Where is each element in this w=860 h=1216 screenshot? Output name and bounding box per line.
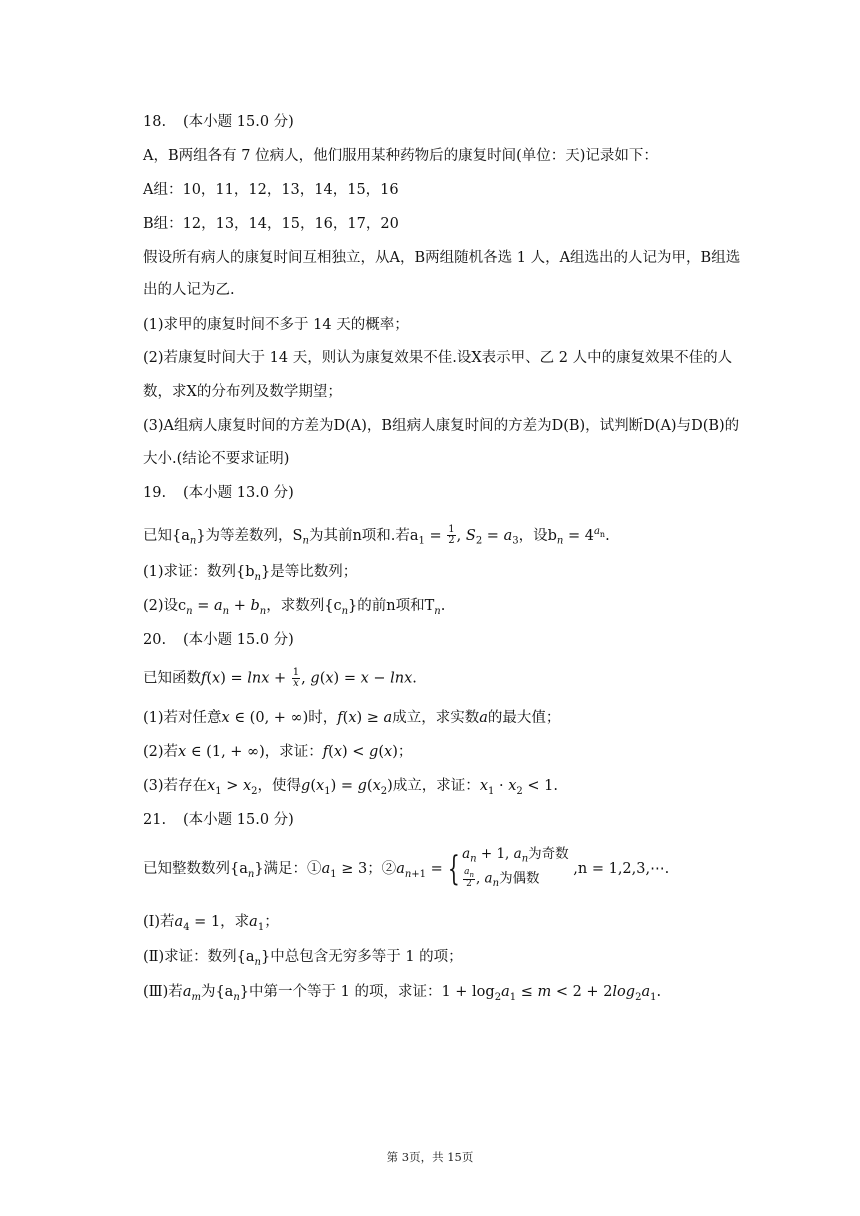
q20-sub-2: (2)若x ∈ (1, + ∞)，求证：f(x) < g(x)； [143,744,413,760]
q20-sub-1-text-b: 时， [308,710,338,726]
q18-group-b-data: B组：12，13，14，15，16，17，20 [143,216,399,232]
q20-paragraph-1: 已知函数f(x) = lnx + $\frac{1}{x}$ , g(x) = x − lnx. [143,667,417,689]
q20-text-a: 已知函数 [143,670,201,687]
q20-sub-2-text-b: ，求证： [264,744,323,760]
q19-text-c: 为其前n项和.若a [308,527,419,544]
q18-sub-3b: 大小.(结论不要求证明) [143,451,290,467]
q21-sub-2-text-a: (Ⅱ)求证：数列{a [143,949,255,965]
q19-number: 19. [143,485,167,501]
q20-sub-3-text-b: ，使得 [257,778,302,794]
q19-sub-1-text-b: }是等比数列； [261,564,358,580]
q21-sub-2: (Ⅱ)求证：数列$\{a_n\}$中总包含无穷多等于 1 的项； [143,949,463,968]
q18-paragraph-4a: 假设所有病人的康复时间互相独立，从A，B两组随机各选 1 人，A组选出的人记为甲，B组选 [143,250,741,266]
case-odd-label: 为奇数 [528,846,569,862]
q19-heading [143,483,294,503]
q21-paragraph-1: 已知整数数列$\{a_n\}$满足：$①a_1 \ge 3$；$②a_{n+1}$ = { $a_n + 1$, $a_n$为奇数 $\frac{a_n}{2}$ , $a_n$为偶数 ,n = 1,2,3,⋯. [143,846,669,892]
q18-paragraph-4b: 出的人记为乙. [143,282,235,298]
q21-sub-2-text-b: }中总包含无穷多等于 1 的项； [261,949,463,965]
q18-group-a-data: A组：10，11，12，13，14，15，16 [143,182,399,198]
q20-sub-1: (1)若对任意x ∈ (0, + ∞)时，f(x) ≥ a成立，求实数a的最大值； [143,710,561,726]
q21-score: (本小题 15.0 分) [183,812,294,828]
q19-sub-1-text-a: (1)求证：数列{b [143,564,255,580]
q19-text-a: 已知{a [143,527,190,544]
piecewise-cases: $a_n + 1$, $a_n$为奇数 $\frac{a_n}{2}$ , $a_n$为偶数 [462,846,569,890]
q20-sub-2-text-a: (2)若 [143,744,179,760]
q18-sub-2b: 数，求X的分布列及数学期望； [143,384,342,400]
fraction-one-over-x: $\frac{1}{x}$ [292,667,300,689]
q21-number: 21. [143,812,167,828]
q20-sub-2-text-c: ； [397,744,413,760]
q21-text-c: ；② [367,860,397,877]
fraction-half: $\frac{1}{2}$ [448,524,455,547]
q19-paragraph-1: 已知$\{a_n\}$为等差数列，$S_n$为其前n项和.若$a_1$ = $\frac{1}{2}$ , $S_2 = a_3$，设$b_n = 4^{a_n}$. [143,524,610,547]
q18-number: 18. [143,114,167,130]
q20-sub-3: (3)若存在$x_1 > x_2$，使得$g(x_1) = g(x_2)$成立，求证：$x_1 \cdot x_2 < 1$. [143,778,558,797]
q21-sub-3-text-d: . [656,984,662,1000]
q20-sub-3-text-d: . [553,778,558,794]
q20-sub-3-text-a: (3)若存在 [143,778,208,794]
q20-number: 20. [143,632,167,648]
q21-sub-1: (Ⅰ)若$a_4 = 1$，求$a_1$； [143,914,279,933]
q19-sub-2: (2)设$c_n = a_n + b_n$，求数列$\{c_n\}$的前n项和$T_n$. [143,598,446,617]
q21-sub-1-text-a: (Ⅰ)若 [143,914,175,930]
q19-sub-2-text-a: (2)设c [143,598,187,614]
q21-sub-3: (Ⅲ)若$a_m$为$\{a_n\}$中第一个等于 1 的项，求证：$1 + \log_2a_1 \le m < 2 + 2\log_2a_1$. [143,984,662,1003]
q19-score: (本小题 13.0 分) [183,485,294,501]
q18-heading [143,112,294,132]
q20-score: (本小题 15.0 分) [183,632,294,648]
q18-score: (本小题 15.0 分) [183,114,294,130]
q18-sub-3a: (3)A组病人康复时间的方差为D(A)，B组病人康复时间的方差为D(B)，试判断D(A)与D(B)的 [143,418,740,434]
q19-sub-2-text-d: . [440,598,446,614]
case-even-label: 为偶数 [499,870,540,887]
q21-text-d: ,n = 1,2,3,⋯. [573,860,670,877]
q19-sub-2-text-c: }的前n项和T [348,598,435,614]
page-footer: 第 3页，共 15页 [386,1150,474,1164]
q18-paragraph-1: A，B两组各有 7 位病人，他们服用某种药物后的康复时间(单位：天)记录如下： [143,148,658,164]
q21-sub-1-text-c: ； [264,914,279,930]
q21-sub-1-text-b: ，求 [220,914,250,930]
q20-sub-1-text-a: (1)若对任意 [143,710,222,726]
q18-sub-1: (1)求甲的康复时间不多于 14 天的概率； [143,317,409,333]
q21-sub-3-text-c: }中第一个等于 1 的项，求证： [239,984,442,1000]
q20-sub-1-text-d: 的最大值； [487,710,561,726]
q21-sub-3-text-a: (Ⅲ)若 [143,984,183,1000]
q19-text-b: }为等差数列，S [196,527,303,544]
q19-text-d: 设b [533,527,557,544]
q20-sub-3-text-c: 成立，求证： [392,778,480,794]
q20-sub-1-text-c: 成立，求实数 [392,710,480,726]
q20-heading [143,630,294,650]
q21-text-b: }满足：① [254,860,322,877]
q19-sub-2-text-b: ，求数列{c [266,598,342,614]
q18-sub-2a: (2)若康复时间大于 14 天，则认为康复效果不佳.设X表示甲、乙 2 人中的康复效果不佳的人 [143,350,733,366]
q21-heading [143,810,294,830]
q21-text-a: 已知整数数列{a [143,860,248,877]
q21-sub-3-text-b: 为{a [200,984,234,1000]
left-brace: { [448,848,461,889]
q19-sub-1: (1)求证：数列$\{b_n\}$是等比数列； [143,564,358,583]
